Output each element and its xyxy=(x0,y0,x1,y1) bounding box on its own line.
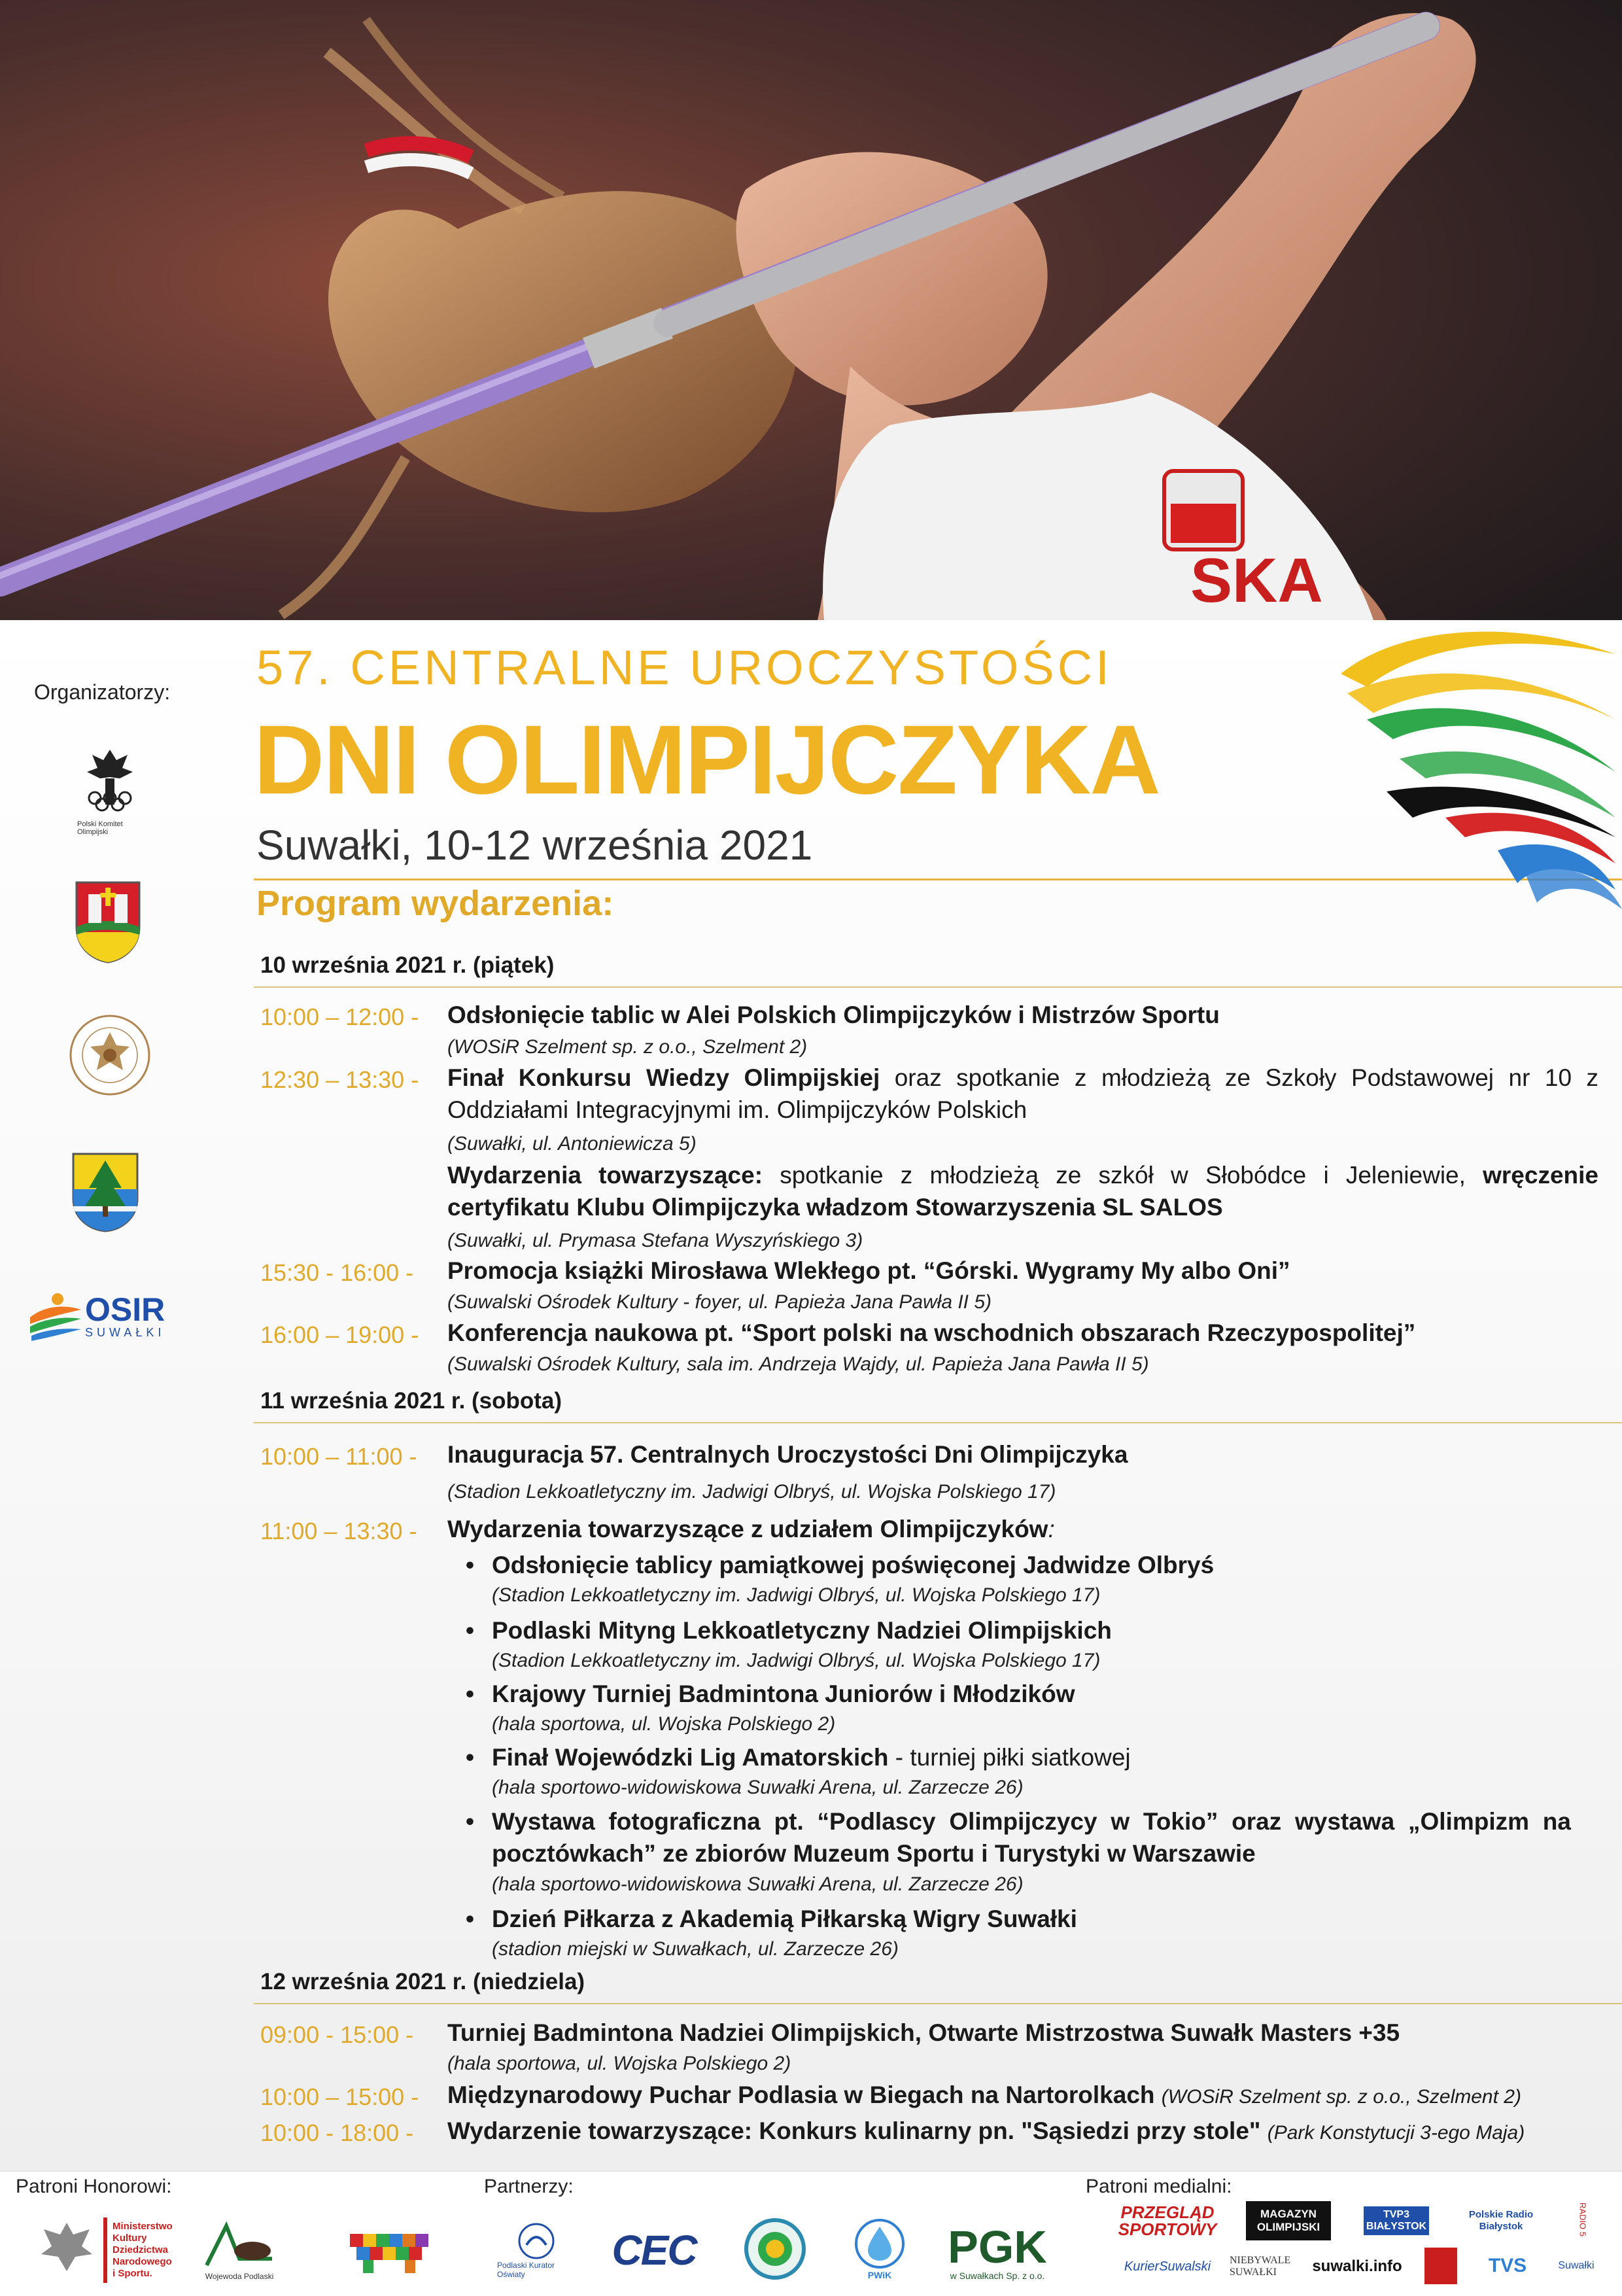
day1-e2-title-rest: oraz spotkanie z młodzieżą ze Szkoły Podstawowej nr 10 z Oddziałami Integracyjnymi im. Olimpijczyków Polskich xyxy=(447,1064,1598,1123)
day1-e2-title-bold: Finał Konkursu Wiedzy Olimpijskiej xyxy=(447,1064,880,1091)
day1-e3-time: 15:30 - 16:00 - xyxy=(260,1259,414,1286)
day2-bullet-5 xyxy=(466,1805,1571,1870)
day1-e3-title-text: Promocja książki Mirosława Wlekłego pt. “Górski. Wygramy My albo Oni” xyxy=(447,1257,1290,1284)
day2-e1-location: (Stadion Lekkoatletyczny im. Jadwigi Olbryś, ul. Wojska Polskiego 17) xyxy=(447,1481,1056,1503)
day2-bullet-2-title: Podlaski Mityng Lekkoatletyczny Nadziei Olimpijskich xyxy=(492,1617,1112,1644)
day3-e1-time: 09:00 - 15:00 - xyxy=(260,2021,414,2048)
cec-wordmark: CEC xyxy=(612,2227,697,2274)
olympic-seal-icon xyxy=(67,1013,152,1098)
bison-icon xyxy=(200,2219,279,2272)
day2-e2-title-text: Wydarzenia towarzyszące z udziałem Olimpijczyków xyxy=(447,1516,1048,1542)
day1-e4-time: 16:00 – 19:00 - xyxy=(260,1321,419,1348)
program-heading: Program wydarzenia: xyxy=(256,884,614,923)
pwik-text: PWiK xyxy=(867,2270,892,2280)
day3-e1-title xyxy=(447,2017,1598,2049)
kurier-text: KurierSuwalski xyxy=(1124,2259,1211,2274)
osir-wordmark: OSIR xyxy=(85,1291,165,1328)
day1-e2-title xyxy=(447,1062,1598,1126)
eagle-icon xyxy=(37,2218,96,2276)
tvs-logo xyxy=(1485,2248,1530,2284)
tvs-text: TVS xyxy=(1488,2255,1527,2276)
bullet-dot: • xyxy=(466,1808,474,1835)
day1-e1-time: 10:00 – 12:00 - xyxy=(260,1003,419,1030)
osir-sub: SUWAŁKI xyxy=(85,1325,165,1339)
day2-e2-time: 11:00 – 13:30 - xyxy=(260,1518,417,1544)
day1-e2b-bold2: wręczenie certyfikatu Klubu Olimpijczyka władzom Stowarzyszenia SL SALOS xyxy=(447,1162,1598,1221)
day1-e4-title-text: Konferencja naukowa pt. “Sport polski na wschodnich obszarach Rzeczypospolitej” xyxy=(447,1319,1416,1346)
radio5-logo xyxy=(1560,2197,1606,2242)
przeglad-sportowy-logo xyxy=(1112,2201,1223,2240)
day3-e2-title xyxy=(447,2079,1612,2113)
pko-logo xyxy=(77,746,143,836)
kurier-suwalski-logo xyxy=(1112,2250,1223,2283)
day2-header: 11 września 2021 r. (sobota) xyxy=(260,1388,562,1414)
wojewoda-logo xyxy=(194,2214,285,2286)
polish-eagle-logo xyxy=(34,2214,99,2280)
day1-e1-title xyxy=(447,999,1598,1031)
suwalki-city-logo xyxy=(1534,2248,1619,2284)
day1-header: 10 września 2021 r. (piątek) xyxy=(260,952,555,978)
day2-bullet-2 xyxy=(466,1614,1604,1646)
day2-bullet-5-title: Wystawa fotograficzna pt. “Podlascy Olimpijczycy w Tokio” oraz wystawa „Olimpizm na pocztówkach” ze zbiorów Muzeum Sportu i Turystyki w Warszawie xyxy=(492,1808,1571,1867)
pwik-logo xyxy=(850,2216,909,2282)
day2-e2-title xyxy=(447,1513,1598,1545)
pko-caption: Polski Komitet Olimpijski xyxy=(77,820,123,836)
bullet-dot: • xyxy=(466,1680,474,1707)
day2-e2-colon: : xyxy=(1048,1516,1055,1542)
radio5-text: RADIO 5 xyxy=(1578,2202,1588,2236)
organizers-label: Organizatorzy: xyxy=(34,680,171,704)
honorary-patrons-label: Patroni Honorowi: xyxy=(16,2176,172,2197)
suwalki-info-text: suwalki.info xyxy=(1312,2257,1402,2275)
day1-e4-location: (Suwalski Ośrodek Kultury, sala im. Andrzeja Wajdy, ul. Papieża Jana Pawła II 5) xyxy=(447,1353,1149,1375)
water-drop-icon xyxy=(854,2218,906,2270)
day1-e3-title xyxy=(447,1255,1598,1287)
day1-e2b-text-body: spotkanie z młodzieżą ze szkół w Słobódce i Jeleniewie, xyxy=(763,1162,1483,1189)
day1-e2-location: (Suwałki, ul. Antoniewicza 5) xyxy=(447,1133,697,1155)
day1-e3-location: (Suwalski Ośrodek Kultury - foyer, ul. Papieża Jana Pawła II 5) xyxy=(447,1291,992,1313)
przeglad-text: PRZEGLĄD SPORTOWY xyxy=(1118,2202,1217,2239)
event-subtitle: 57. CENTRALNE UROCZYSTOŚCI xyxy=(256,640,1113,695)
ministry-logo xyxy=(103,2214,182,2286)
day2-bullet-4-title: Finał Wojewódzki Lig Amatorskich xyxy=(492,1744,889,1771)
polskie-radio-logo xyxy=(1458,2201,1544,2240)
mosaic-bison-icon xyxy=(343,2221,435,2280)
county-shield-icon xyxy=(71,1151,140,1232)
day3-e1-title-text: Turniej Badmintona Nadziei Olimpijskich, Otwarte Mistrzostwa Suwałk Masters +35 xyxy=(447,2019,1400,2046)
bullet-dot: • xyxy=(466,1617,474,1644)
tvp3-text: TVP3 BIAŁYSTOK xyxy=(1364,2206,1429,2235)
day3-e3-title xyxy=(447,2115,1612,2149)
day3-header: 12 września 2021 r. (niedziela) xyxy=(260,1969,585,1994)
kurator-text: Podlaski Kurator Oświaty xyxy=(497,2261,555,2279)
day2-bullet-1 xyxy=(466,1549,1604,1581)
hero-photo xyxy=(0,0,1622,620)
polskie-radio-text: Polskie Radio Białystok xyxy=(1468,2209,1534,2232)
event-city-dates: Suwałki, 10-12 września 2021 xyxy=(256,822,813,869)
pgk-sub: w Suwałkach Sp. z o.o. xyxy=(950,2270,1045,2281)
suwalki-city-text: Suwałki xyxy=(1558,2260,1595,2271)
day3-e2-location: (WOSiR Szelment sp. z o.o., Szelment 2) xyxy=(1161,2086,1521,2108)
tvp3-logo xyxy=(1367,2201,1426,2240)
school-emblem-icon xyxy=(742,2216,808,2282)
osir-suwalki-logo xyxy=(25,1290,195,1342)
day2-bullet-6 xyxy=(466,1903,1604,1935)
day2-bullet-2-location: (Stadion Lekkoatletyczny im. Jadwigi Olbryś, ul. Wojska Polskiego 17) xyxy=(492,1650,1101,1671)
olympic-swoosh-graphic xyxy=(1328,621,1622,909)
suwalki-info-logo xyxy=(1311,2250,1403,2283)
day1-e2b-bold1: Wydarzenia towarzyszące: xyxy=(447,1162,763,1189)
day2-e1-title-text: Inauguracja 57. Centralnych Uroczystości Dni Olimpijczyka xyxy=(447,1441,1128,1468)
ministry-text: Ministerstwo Kultury Dziedzictwa Narodowego i Sportu. xyxy=(112,2221,173,2279)
kurator-logo xyxy=(497,2214,576,2286)
svg-text:SKA: SKA xyxy=(1190,546,1323,616)
day3-e1-location: (hala sportowa, ul. Wojska Polskiego 2) xyxy=(447,2053,791,2074)
day3-e3-time: 10:00 - 18:00 - xyxy=(260,2119,414,2146)
bullet-dot: • xyxy=(466,1905,474,1932)
day1-e2b-text xyxy=(447,1159,1598,1223)
day3-e2-time: 10:00 – 15:00 - xyxy=(260,2083,419,2110)
divider xyxy=(254,2003,1622,2004)
bullet-dot: • xyxy=(466,1744,474,1771)
day3-e2-title-text: Międzynarodowy Puchar Podlasia w Biegach na Nartorolkach xyxy=(447,2081,1155,2108)
day2-bullet-6-title: Dzień Piłkarza z Akademią Piłkarską Wigry Suwałki xyxy=(492,1905,1077,1932)
suwalki-coat-of-arms xyxy=(74,880,142,964)
pgk-wordmark: PGK xyxy=(948,2221,1047,2272)
day1-e2-time: 12:30 – 13:30 - xyxy=(260,1066,419,1093)
bullet-dot: • xyxy=(466,1552,474,1578)
divider xyxy=(254,986,1622,988)
day1-e1-location: (WOSiR Szelment sp. z o.o., Szelment 2) xyxy=(447,1036,808,1058)
day1-e2b-location: (Suwałki, ul. Prymasa Stefana Wyszyńskiego 3) xyxy=(447,1230,863,1251)
day2-bullet-4-location: (hala sportowo-widowiskowa Suwałki Arena, ul. Zarzecze 26) xyxy=(492,1777,1024,1798)
divider xyxy=(254,1422,1622,1423)
day2-bullet-1-title: Odsłonięcie tablicy pamiątkowej poświęconej Jadwidze Olbryś xyxy=(492,1552,1215,1578)
day2-bullet-3-location: (hala sportowa, ul. Wojska Polskiego 2) xyxy=(492,1713,836,1735)
day3-e3-title-text: Wydarzenie towarzyszące: Konkurs kulinarny pn. "Sąsiedzi przy stole" xyxy=(447,2117,1261,2144)
pgk-logo xyxy=(932,2216,1063,2288)
cec-logo xyxy=(592,2224,716,2276)
school-emblem-logo xyxy=(739,2216,811,2282)
day2-bullet-3 xyxy=(466,1678,1604,1710)
magazyn-olimpijski-logo xyxy=(1246,2201,1331,2240)
kurator-emblem-icon xyxy=(513,2221,559,2261)
day3-e3-location: (Park Konstytucji 3-ego Maja) xyxy=(1267,2122,1525,2144)
day2-bullet-3-title: Krajowy Turniej Badmintona Juniorów i Młodzików xyxy=(492,1680,1075,1707)
partners-label: Partnerzy: xyxy=(484,2176,574,2197)
day2-e1-title xyxy=(447,1438,1598,1470)
media-patrons-label: Patroni medialni: xyxy=(1086,2176,1232,2197)
osir-figure-icon xyxy=(25,1290,84,1342)
wojewoda-text: Wojewoda Podlaski xyxy=(205,2272,274,2281)
magazyn-text: MAGAZYN OLIMPIJSKI xyxy=(1256,2208,1320,2233)
day2-bullet-4 xyxy=(466,1741,1604,1773)
pko-eagle-icon xyxy=(80,746,139,818)
red-square-logo xyxy=(1424,2248,1457,2284)
day2-bullet-5-location: (hala sportowo-widowiskowa Suwałki Arena, ul. Zarzecze 26) xyxy=(492,1873,1024,1895)
suwalki-shield-icon xyxy=(74,880,142,964)
javelin-thrower-illustration xyxy=(0,0,1622,620)
niebywale-text: NIEBYWALE SUWAŁKI xyxy=(1230,2255,1291,2278)
day2-bullet-6-location: (stadion miejski w Suwałkach, ul. Zarzecze 26) xyxy=(492,1938,899,1960)
day1-e4-title xyxy=(447,1317,1598,1349)
day2-e1-time: 10:00 – 11:00 - xyxy=(260,1443,417,1470)
podlaskie-mosaic-logo xyxy=(340,2214,438,2286)
pko-olympic-seal xyxy=(67,1013,152,1098)
day2-bullet-4-rest: - turniej piłki siatkowej xyxy=(888,1744,1131,1771)
day2-bullet-1-location: (Stadion Lekkoatletyczny im. Jadwigi Olbryś, ul. Wojska Polskiego 17) xyxy=(492,1584,1101,1606)
day1-e1-title-text: Odsłonięcie tablic w Alei Polskich Olimpijczyków i Mistrzów Sportu xyxy=(447,1001,1220,1028)
event-title: DNI OLIMPIJCZYKA xyxy=(254,704,1160,814)
suwalki-county-coat-of-arms xyxy=(71,1151,140,1232)
